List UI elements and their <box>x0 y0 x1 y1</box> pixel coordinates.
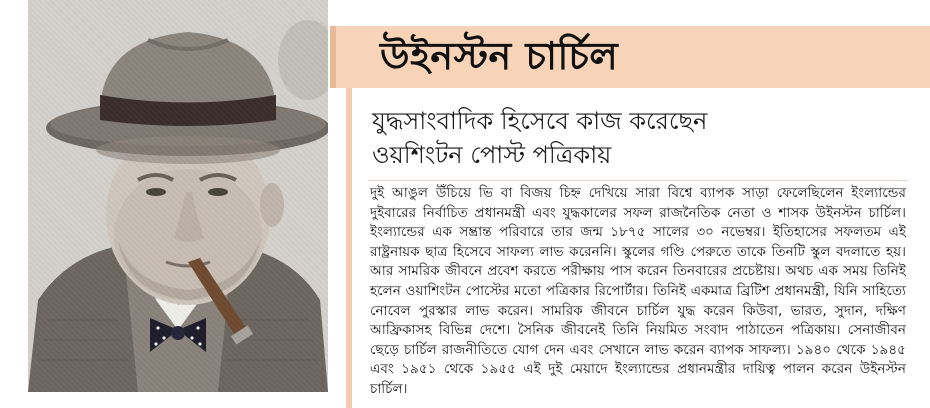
portrait-photo <box>28 0 328 392</box>
portrait-illustration <box>28 0 328 392</box>
article-title: উইনস্টন চার্চিল <box>380 34 619 78</box>
subtitle-divider <box>368 180 908 181</box>
subtitle-line-2: ওয়শিংটন পোস্ট পত্রিকায় <box>372 141 612 169</box>
subtitle-line-1: যুদ্ধসাংবাদিক হিসেবে কাজ করেছেন <box>372 107 708 135</box>
article-body: দুই আঙুল উঁচিয়ে ভি বা বিজয় চিহ্ন দেখিয়ে সারা বিশ্বে ব্যাপক সাড়া ফেলেছিলেন ইংল্যান্ডের দুইবারের নির্বাচিত প্রধানমন্ত্রী এবং যুদ্ধকালের সফল রাজনৈতিক নেতা ও শাসক উইনস্টন চার্চিল। ইংল্যান্ডের এক সম্ভ্রান্ত পরিবারে তার জন্ম ১৮৭৫ সালের ৩০ নভেম্বর। ইতিহাসের সফলতম এই রাষ্ট্রনায়ক ছাত্র হিসেবে সাফল্য লাভ করেননি। স্কুলের গণ্ডি পেরুতে তাকে তিনটি স্কুল বদলাতে হয়। আর সামরিক জীবনে প্রবেশ করতে পরীক্ষায় পাস করেন তিনবারের প্রচেষ্টায়। অথচ এক সময় তিনিই হলেন ওয়াশিংটন পোস্টের মতো পত্রিকার রিপোর্টার। তিনিই একমাত্র ব্রিটিশ প্রধানমন্ত্রী, যিনি সাহিত্যে নোবেল পুরস্কার লাভ করেন। সামরিক জীবনে চার্চিল যুদ্ধ করেন কিউবা, ভারত, সুদান, দক্ষিণ আফ্রিকাসহ বিভিন্ন দেশে। সৈনিক জীবনেই তিনি নিয়মিত সংবাদ পাঠাতেন পত্রিকায়। সেনাজীবন ছেড়ে চার্চিল রাজনীতিতে যোগ দেন এবং সেখানে লাভ করেন ব্যাপক সাফল্য। ১৯৪০ থেকে ১৯৪৫ এবং ১৯৫১ থেকে ১৯৫৫ এই দুই মেয়াদে ইংল্যান্ডের প্রধানমন্ত্রীর দায়িত্ব পালন করেন উইনস্টন চার্চিল। <box>370 185 906 397</box>
article-subtitle <box>372 104 902 172</box>
